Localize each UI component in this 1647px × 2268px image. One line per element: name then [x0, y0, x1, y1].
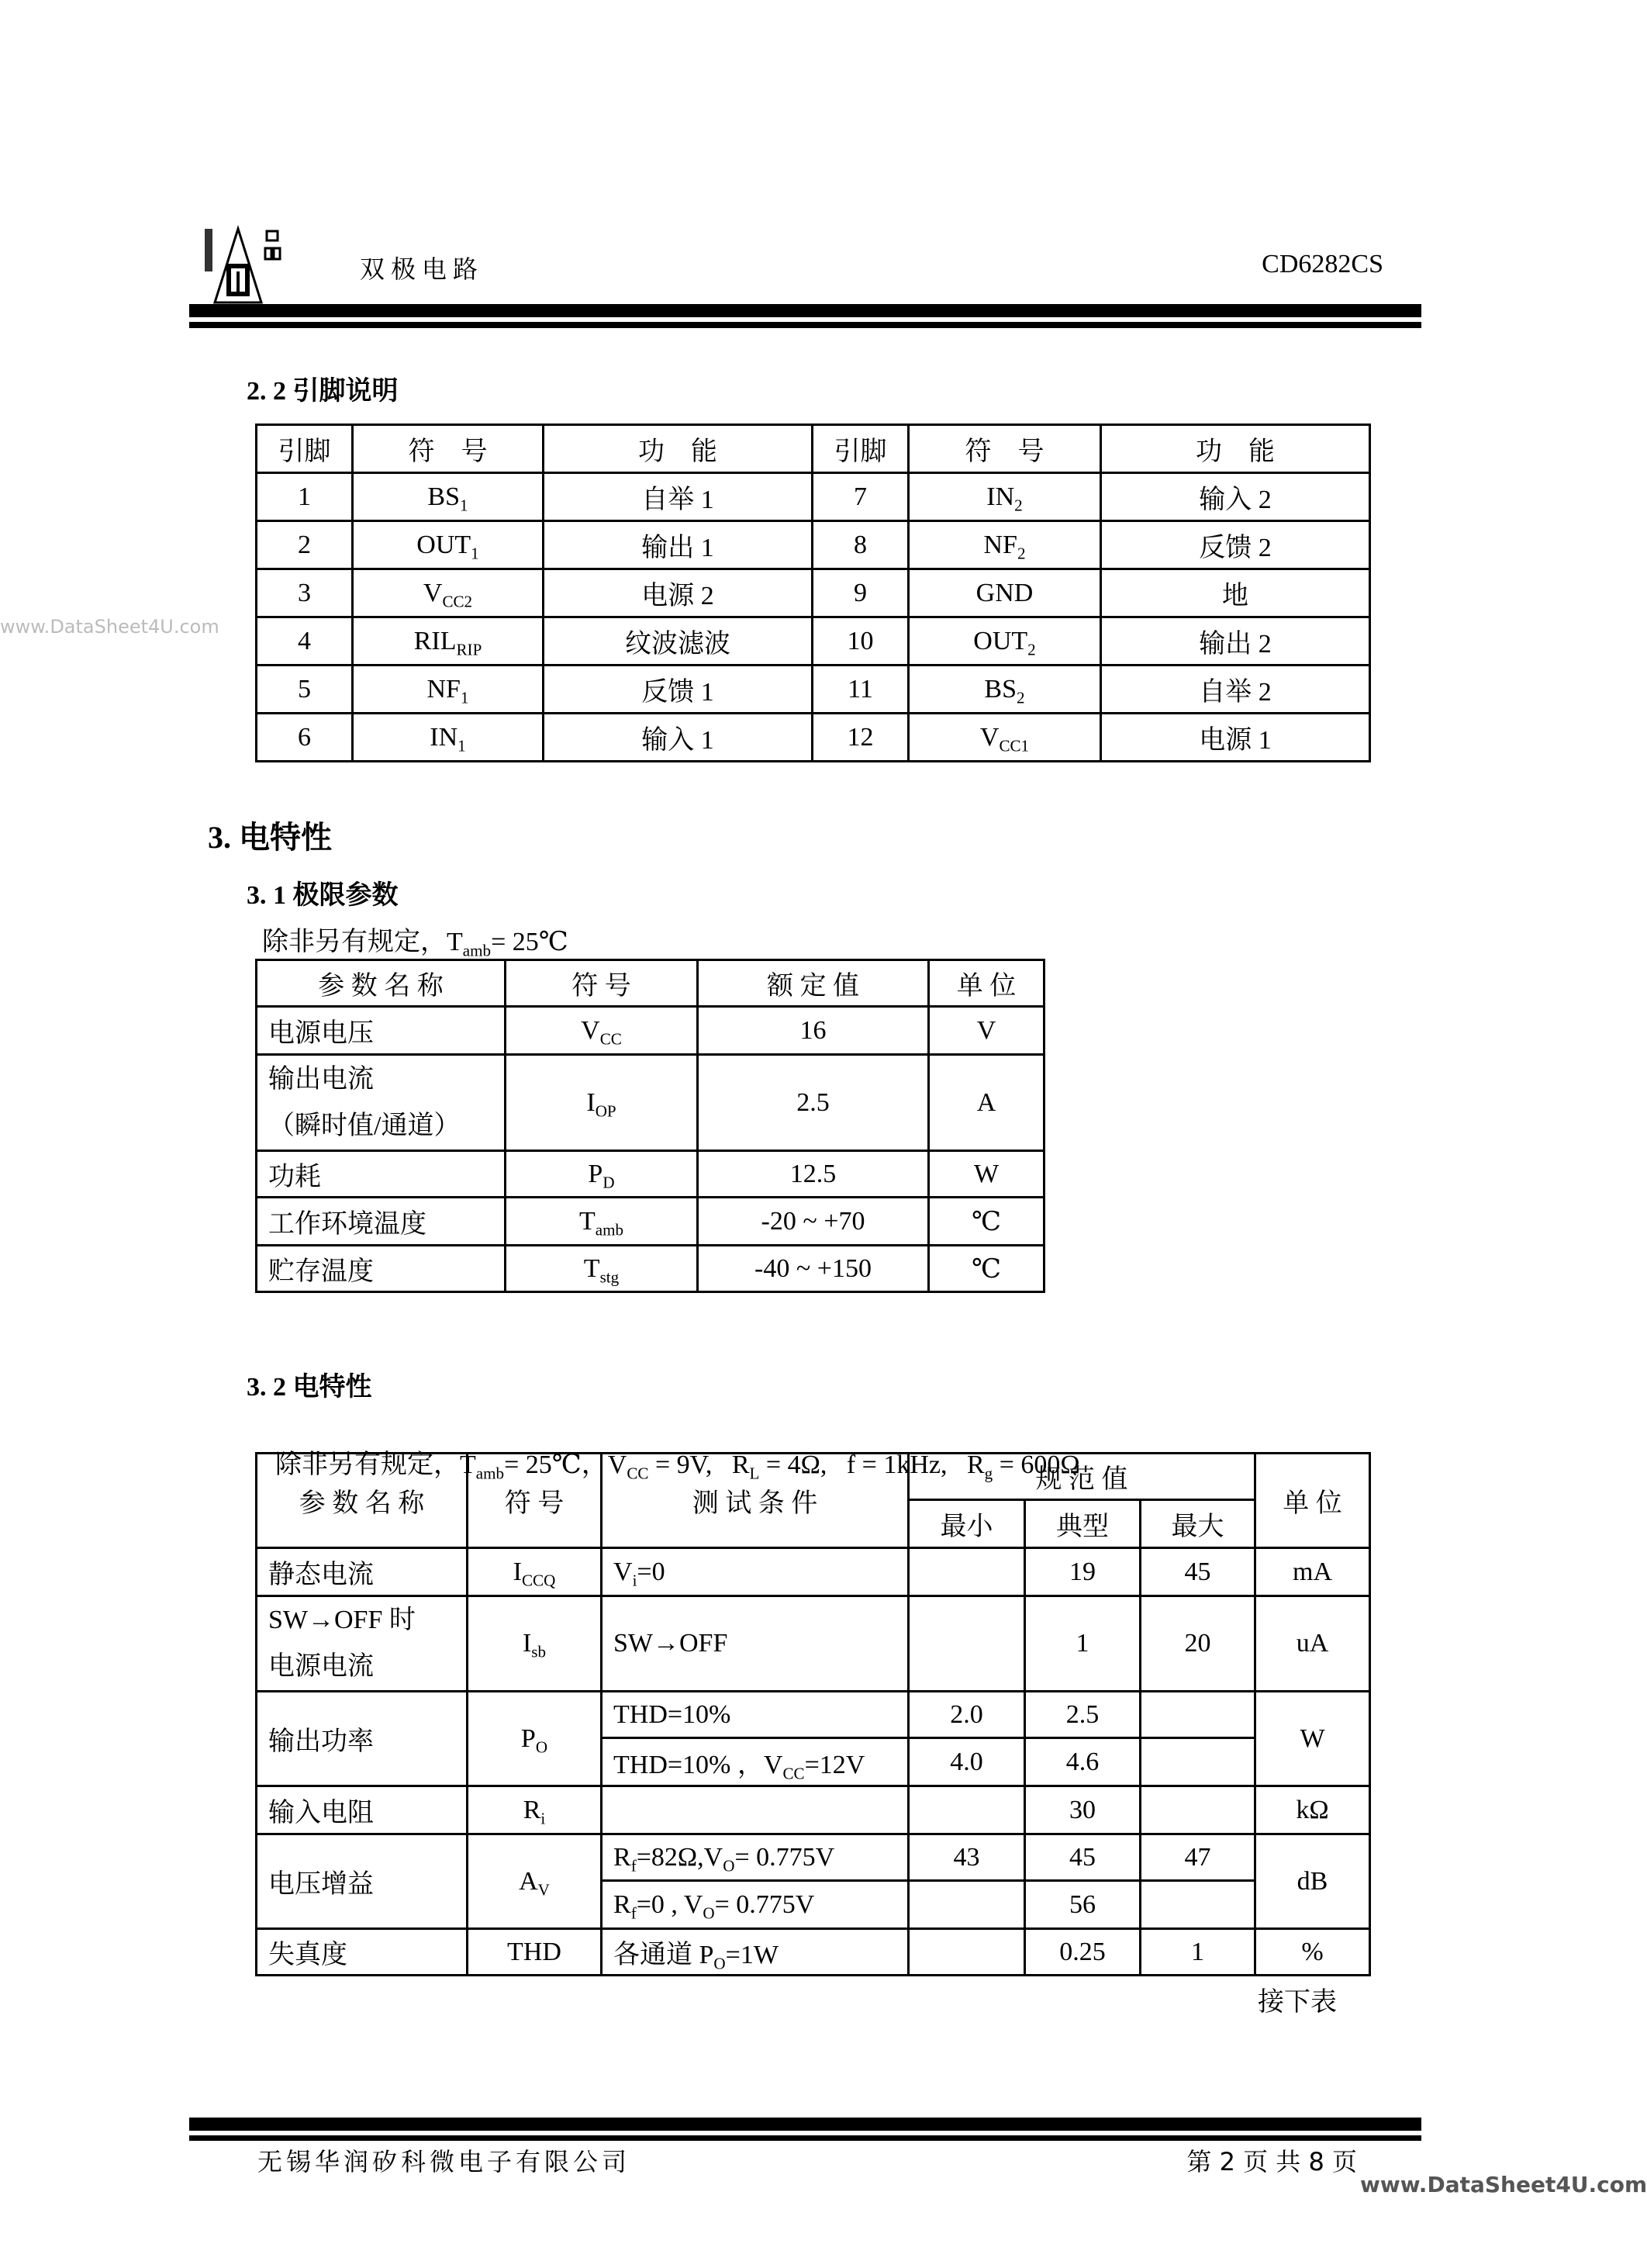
pin-function: 反馈 1 [544, 666, 813, 714]
min-value: 2.0 [909, 1692, 1025, 1738]
condition-sub: CC [627, 1464, 649, 1483]
unit: ℃ [929, 1198, 1044, 1246]
pin-function: 反馈 2 [1101, 521, 1370, 569]
pin-description-table [255, 424, 1371, 762]
pin-symbol: $BS_2$ [909, 666, 1101, 714]
pin-function: 输入 2 [1101, 473, 1370, 521]
table-row [257, 473, 1370, 521]
param-name: 输出功率 [257, 1692, 468, 1786]
param-name: 输出电流 （瞬时值/通道） [257, 1055, 506, 1151]
section-3-1-title: 3. 1 极限参数 [247, 881, 399, 910]
unit: % [1255, 1929, 1370, 1976]
typ-value: 2.5 [1025, 1692, 1141, 1738]
table-row [257, 1596, 1370, 1692]
max-value: 45 [1141, 1548, 1255, 1596]
pin-function: 电源 2 [544, 569, 813, 617]
table-row [257, 666, 1370, 714]
table-row [257, 1055, 1044, 1151]
symbol: $V_{CC}$ [506, 1007, 698, 1055]
param-name: SW→OFF 时 电源电流 [257, 1596, 468, 1692]
symbol: $T_{amb}$ [506, 1198, 698, 1246]
min-value [909, 1881, 1025, 1929]
table-row [257, 1929, 1370, 1976]
header-cell: 符 号 [506, 960, 698, 1007]
unit: W [929, 1151, 1044, 1198]
electrical-characteristics-table [255, 1452, 1371, 1976]
pin-number: 7 [813, 473, 909, 521]
table-row [257, 1246, 1044, 1292]
pin-function: 输出 2 [1101, 617, 1370, 666]
unit: W [1255, 1692, 1370, 1786]
max-value [1141, 1881, 1255, 1929]
part-number: CD6282CS [1262, 250, 1383, 278]
rated-value: 2.5 [698, 1055, 929, 1151]
unit: dB [1255, 1834, 1370, 1929]
header-cell: 典型 [1025, 1500, 1141, 1548]
header-cell: 引脚 [257, 425, 353, 473]
symbol: $P_D$ [506, 1151, 698, 1198]
header-cell: 引脚 [813, 425, 909, 473]
footer-rule-thick [189, 2118, 1421, 2131]
unit: uA [1255, 1596, 1370, 1692]
symbol: $I_{OP}$ [506, 1055, 698, 1151]
min-value [909, 1929, 1025, 1976]
symbol: $I_{CCQ}$ [468, 1548, 602, 1596]
header-cell: 功 能 [544, 425, 813, 473]
min-value [909, 1596, 1025, 1692]
table-row [257, 1834, 1370, 1881]
pin-number: 12 [813, 714, 909, 762]
condition-sub: amb [462, 941, 492, 960]
min-value [909, 1548, 1025, 1596]
unit: A [929, 1055, 1044, 1151]
pin-number: 2 [257, 521, 353, 569]
circuit-type: 双极电路 [360, 254, 485, 284]
test-condition: $V_i=0$ [602, 1548, 909, 1596]
symbol: $A_V$ [468, 1834, 602, 1929]
typ-value: 1 [1025, 1596, 1141, 1692]
pin-number: 10 [813, 617, 909, 666]
company-logo [203, 225, 316, 307]
table-row [257, 617, 1370, 666]
pin-symbol: $V_{CC2}$ [353, 569, 544, 617]
pin-symbol: $IN_2$ [909, 473, 1101, 521]
table-row [257, 1548, 1370, 1596]
param-name: 静态电流 [257, 1548, 468, 1596]
pin-number: 5 [257, 666, 353, 714]
test-condition: $R_f=0$ , $V_O= 0.775V$ [602, 1881, 909, 1929]
pin-symbol: $V_{CC1}$ [909, 714, 1101, 762]
pin-symbol: $RIL_{RIP}$ [353, 617, 544, 666]
table-row [257, 521, 1370, 569]
typ-value: 4.6 [1025, 1738, 1141, 1786]
param-name: 工作环境温度 [257, 1198, 506, 1246]
pin-function: 输入 1 [544, 714, 813, 762]
pin-function: 自举 2 [1101, 666, 1370, 714]
table-row [257, 1786, 1370, 1834]
rated-value: 16 [698, 1007, 929, 1055]
watermark-left: www.DataSheet4U.com [0, 616, 219, 638]
header-cell: 参 数 名 称 [257, 1454, 468, 1548]
table-row [257, 714, 1370, 762]
section-2-2-title: 2. 2 引脚说明 [247, 377, 399, 406]
symbol: $I_{sb}$ [468, 1596, 602, 1692]
max-value: 47 [1141, 1834, 1255, 1881]
section-3-title: 3. 电特性 [208, 820, 332, 855]
symbol: $P_O$ [468, 1692, 602, 1786]
pin-number: 6 [257, 714, 353, 762]
table-row [257, 1007, 1044, 1055]
param-name: 电源电压 [257, 1007, 506, 1055]
max-value [1141, 1692, 1255, 1738]
table-row [257, 1198, 1044, 1246]
pin-symbol: $OUT_2$ [909, 617, 1101, 666]
pin-number: 1 [257, 473, 353, 521]
test-condition: THD=10% [602, 1692, 909, 1738]
test-condition: SW→OFF [602, 1596, 909, 1692]
unit: V [929, 1007, 1044, 1055]
unit: ℃ [929, 1246, 1044, 1292]
min-value: 43 [909, 1834, 1025, 1881]
pin-number: 4 [257, 617, 353, 666]
rated-value: -20 ~ +70 [698, 1198, 929, 1246]
table-header-row [257, 960, 1044, 1007]
pin-function: 地 [1101, 569, 1370, 617]
footer-rule-thin [189, 2135, 1421, 2141]
table-row [257, 1692, 1370, 1738]
max-value: 20 [1141, 1596, 1255, 1692]
pin-symbol: $NF_2$ [909, 521, 1101, 569]
condition-text: = 25℃ [491, 928, 568, 956]
symbol: $R_i$ [468, 1786, 602, 1834]
header-cell: 最大 [1141, 1500, 1255, 1548]
condition-text: = 4Ω, f = 1kHz, R [759, 1450, 985, 1479]
header-cell: 单 位 [1255, 1454, 1370, 1548]
max-value: 1 [1141, 1929, 1255, 1976]
max-value [1141, 1738, 1255, 1786]
header-rule-thin [189, 322, 1421, 328]
table-header-row [257, 1454, 1370, 1500]
page-number: 第 2 页 共 8 页 [1186, 2147, 1357, 2176]
test-condition [602, 1786, 909, 1834]
typ-value: 19 [1025, 1548, 1141, 1596]
param-name: 失真度 [257, 1929, 468, 1976]
pin-symbol: $BS_1$ [353, 473, 544, 521]
test-condition: THD=10% ，$V_{CC}=12V$ [602, 1738, 909, 1786]
condition-sub: g [984, 1464, 993, 1483]
max-value [1141, 1786, 1255, 1834]
header-cell: 规 范 值 [909, 1454, 1255, 1500]
footer-company: 无锡华润矽科微电子有限公司 [257, 2147, 631, 2176]
param-name: 输入电阻 [257, 1786, 468, 1834]
test-condition: $R_f=82\Omega,V_O= 0.775V$ [602, 1834, 909, 1881]
pin-number: 11 [813, 666, 909, 714]
condition-text: = 9V, R [648, 1450, 750, 1479]
pin-symbol: $OUT_1$ [353, 521, 544, 569]
condition-text: = 25℃，V [504, 1450, 627, 1479]
pin-symbol: GND [909, 569, 1101, 617]
header-cell: 符 号 [353, 425, 544, 473]
pin-number: 9 [813, 569, 909, 617]
rated-value: -40 ~ +150 [698, 1246, 929, 1292]
pin-function: 输出 1 [544, 521, 813, 569]
symbol: THD [468, 1929, 602, 1976]
pin-function: 自举 1 [544, 473, 813, 521]
table-row [257, 569, 1370, 617]
section-3-1-condition [262, 920, 568, 958]
pin-symbol: $IN_1$ [353, 714, 544, 762]
pin-function: 纹波滤波 [544, 617, 813, 666]
typ-value: 45 [1025, 1834, 1141, 1881]
header-cell: 单 位 [929, 960, 1044, 1007]
param-name: 贮存温度 [257, 1246, 506, 1292]
section-3-2-title: 3. 2 电特性 [247, 1373, 372, 1402]
header-cell: 参 数 名 称 [257, 960, 506, 1007]
table-row [257, 1151, 1044, 1198]
header-cell: 符 号 [909, 425, 1101, 473]
typ-value: 30 [1025, 1786, 1141, 1834]
symbol: $T_{stg}$ [506, 1246, 698, 1292]
min-value: 4.0 [909, 1738, 1025, 1786]
min-value [909, 1786, 1025, 1834]
typ-value: 0.25 [1025, 1929, 1141, 1976]
pin-function: 电源 1 [1101, 714, 1370, 762]
header-cell: 测 试 条 件 [602, 1454, 909, 1548]
condition-text: 除非另有规定，T [262, 928, 463, 956]
table-header-row [257, 425, 1370, 473]
rated-value: 12.5 [698, 1151, 929, 1198]
condition-text: 除非另有规定，T [275, 1450, 476, 1479]
condition-sub: amb [475, 1464, 505, 1483]
unit: mA [1255, 1548, 1370, 1596]
unit: kΩ [1255, 1786, 1370, 1834]
param-name: 功耗 [257, 1151, 506, 1198]
pin-symbol: $NF_1$ [353, 666, 544, 714]
param-name: 电压增益 [257, 1834, 468, 1929]
header-cell: 功 能 [1101, 425, 1370, 473]
condition-text: = 600Ω [993, 1450, 1080, 1479]
typ-value: 56 [1025, 1881, 1141, 1929]
continued-note: 接下表 [1258, 1988, 1337, 2017]
header-cell: 最小 [909, 1500, 1025, 1548]
pin-number: 3 [257, 569, 353, 617]
watermark-bottom: www.DataSheet4U.com [1360, 2172, 1647, 2197]
condition-sub: L [749, 1464, 760, 1483]
header-cell: 额 定 值 [698, 960, 929, 1007]
absolute-max-ratings-table [255, 959, 1045, 1293]
header-cell: 符 号 [468, 1454, 602, 1548]
pin-number: 8 [813, 521, 909, 569]
test-condition: 各通道 $P_O=1W$ [602, 1929, 909, 1976]
header-rule-thick [189, 304, 1421, 317]
